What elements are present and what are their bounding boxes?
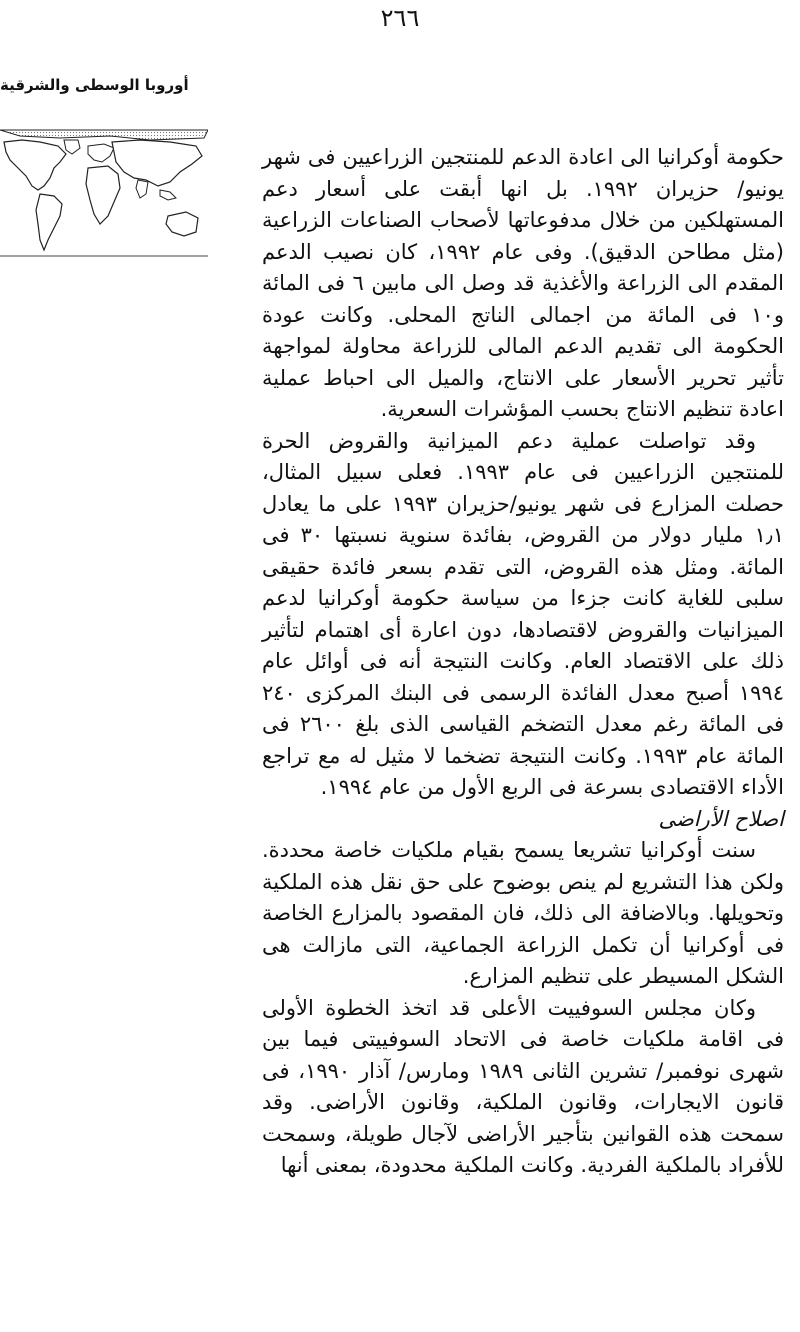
body-paragraph-1: حكومة أوكرانيا الى اعادة الدعم للمنتجين الزراعيين فى شهر يونيو/ حزيران ١٩٩٢. بل انها أبقت على أسعار دعم المستهلكين من خلال مدفوعاتها لأصحاب الصناعات الزراعية (مثل مطاحن الدقيق). وفى عام ١٩٩٢، كان نصيب الدعم المقدم الى الزراعة والأغذية قد وصل الى مابين ٦ فى المائة و١٠ فى المائة من اجمالى الناتج المحلى. وكانت عودة الحكومة الى تقديم الدعم المالى للزراعة محاولة لمواجهة تأثير تحرير الأسعار على الانتاج، والميل الى احباط عملية اعادة تنظيم الانتاج بحسب المؤشرات السعرية.: [262, 145, 784, 421]
main-text-column: [262, 142, 784, 1182]
section-heading: اصلاح الأراضى: [658, 806, 784, 831]
body-paragraph-3: سنت أوكرانيا تشريعا يسمح بقيام ملكيات خاصة محددة. ولكن هذا التشريع لم ينص بوضوح على حق نقل هذه الملكية وتحويلها. وبالاضافة الى ذلك، فان المقصود بالمزارع الخاصة فى أوكرانيا أن تكمل الزراعة الجماعية، التى مازالت هى الشكل المسيطر على تنظيم المزارع.: [262, 838, 784, 988]
page-number: ٢٦٦: [380, 4, 420, 32]
running-header: أوروبا الوسطى والشرقية: [0, 76, 189, 94]
world-map-icon: [0, 128, 208, 258]
body-paragraph-4: وكان مجلس السوفييت الأعلى قد اتخذ الخطوة الأولى فى اقامة ملكيات خاصة فى الاتحاد السوفييتى فيما بين شهرى نوفمبر/ تشرين الثانى ١٩٨٩ ومارس/ آذار ١٩٩٠، فى قانون الايجارات، وقانون الملكية، وقانون الأراضى. وقد سمحت هذه القوانين بتأجير الأراضى لآجال طويلة، وسمحت للأفراد بالملكية الفردية. وكانت الملكية محدودة، بمعنى أنها: [262, 995, 785, 1177]
body-paragraph-2: وقد تواصلت عملية دعم الميزانية والقروض الحرة للمنتجين الزراعيين فى عام ١٩٩٣. فعلى سبيل المثال، حصلت المزارع فى شهر يونيو/حزيران ١٩٩٣ على ما يعادل ١٫١ مليار دولار من القروض، بفائدة سنوية نسبتها ٣٠ فى المائة. ومثل هذه القروض، التى تقدم بسعر فائدة حقيقى سلبى للغاية كانت جزءا من سياسة حكومة أوكرانيا لدعم الميزانيات والقروض لاقتصادها، دون اعارة أى اهتمام لتأثير ذلك على الاقتصاد العام. وكانت النتيجة أنه فى أوائل عام ١٩٩٤ أصبح معدل الفائدة الرسمى فى البنك المركزى ٢٤٠ فى المائة رغم معدل التضخم القياسى الذى بلغ ٢٦٠٠ فى المائة عام ١٩٩٣. وكانت النتيجة تضخما لا مثيل له مع تراجع الأداء الاقتصادى بسرعة فى الربع الأول من عام ١٩٩٤.: [262, 428, 785, 799]
